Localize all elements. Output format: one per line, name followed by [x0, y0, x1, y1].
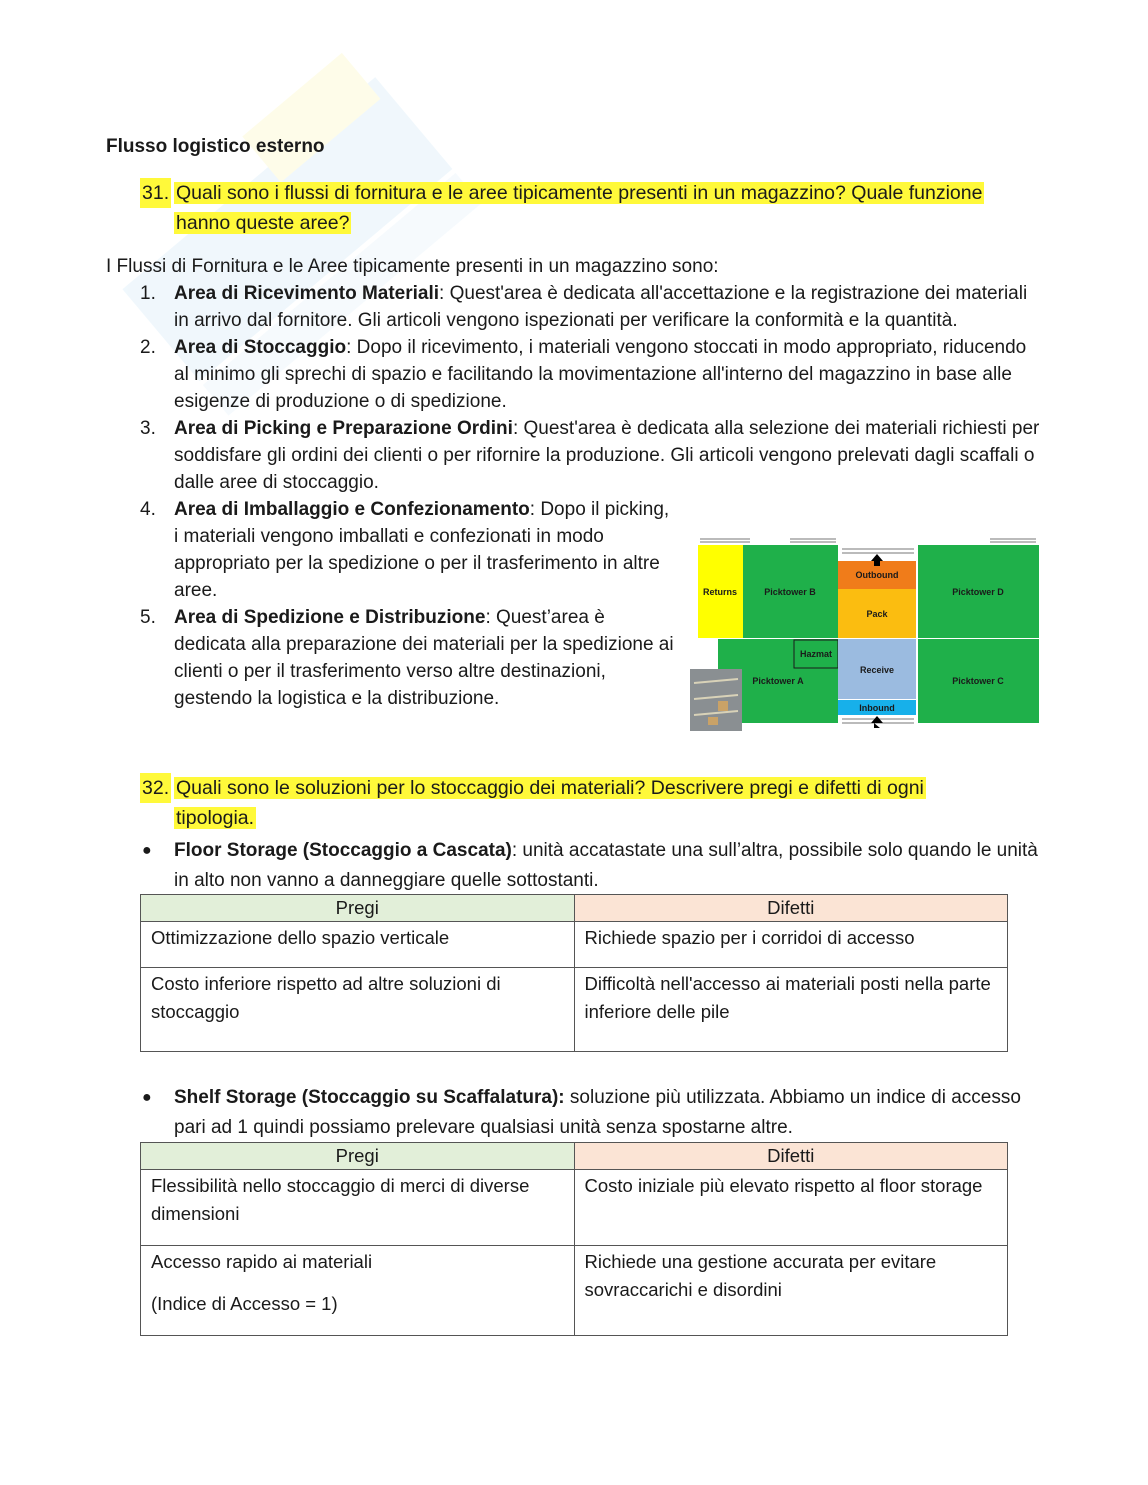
- returns-label: Returns: [702, 587, 738, 597]
- list-item: 4. Area di Imballaggio e Confezionamento: Dopo il picking, i materiali vengono imballati e confezionati in modo appropriato per la spedizione o per il trasferimento in altre aree.: [140, 499, 670, 601]
- area-title: Area di Picking e Preparazione Ordini: [174, 418, 513, 439]
- list-item: 2. Area di Stoccaggio: Dopo il ricevimento, i materiali vengono stoccati in modo appropriato, riducendo al minimo gli sprechi di spazio e facilitando la movimentazione all'interno del magazzino in base alle esigenze di produzione o di spedizione.: [140, 337, 1027, 412]
- table-row: [141, 922, 1008, 968]
- column-header-pregi: Pregi: [141, 895, 575, 922]
- hazmat-label: Hazmat: [799, 649, 833, 659]
- area-title: Area di Imballaggio e Confezionamento: [174, 499, 530, 520]
- area-description: : Dopo il ricevimento, i materiali vengono stoccati in modo appropriato, riducendo al minimo gli sprechi di spazio e facilitando la movimentazione all'interno del magazzino in base alle esigenze di produzione o di spedizione.: [174, 337, 1027, 412]
- table-cell: Richiede spazio per i corridoi di accesso: [574, 922, 1008, 968]
- area-description: : Quest’area è dedicata alla preparazione dei materiali per la spedizione ai clienti o per il trasferimento verso altre destinazioni, gestendo la logistica e la distribuzione.: [174, 607, 674, 709]
- picktower-a-label: Picktower A: [752, 676, 804, 686]
- table-cell: Ottimizzazione dello spazio verticale: [141, 922, 575, 968]
- receive-label: Receive: [859, 665, 895, 675]
- bullet-title: Shelf Storage (Stoccaggio su Scaffalatura):: [174, 1087, 565, 1108]
- table-row: [141, 968, 1008, 1052]
- table-cell: Difficoltà nell'accesso ai materiali posti nella parte inferiore delle pile: [574, 968, 1008, 1052]
- picktower-b-label: Picktower B: [764, 587, 816, 597]
- outbound-label: Outbound: [855, 570, 899, 580]
- pack-label: Pack: [866, 609, 888, 619]
- bullet-icon: ●: [142, 842, 152, 859]
- question-32: [140, 773, 1040, 833]
- area-description: : Quest'area è dedicata alla selezione dei materiali richiesti per soddisfare gli ordini dei clienti o per rifornire la produzione. Gli articoli vengono prelevati dagli scaffali o dalle aree di stoccaggio.: [174, 418, 1040, 493]
- cell-line: Accesso rapido ai materiali: [151, 1251, 373, 1272]
- shelf-storage-bullet: [140, 1083, 1040, 1143]
- intro-text: I Flussi di Fornitura e le Aree tipicamente presenti in un magazzino sono:: [106, 256, 719, 277]
- question-number: 31.: [140, 178, 171, 208]
- question-line-2: hanno queste aree?: [176, 212, 350, 234]
- floor-storage-table: [140, 894, 1008, 1052]
- question-line-1: Quali sono i flussi di fornitura e le aree tipicamente presenti in un magazzino? Quale funzione: [176, 182, 983, 204]
- cell-line: (Indice di Accesso = 1): [151, 1293, 338, 1314]
- question-line-1: Quali sono le soluzioni per lo stoccaggio dei materiali? Descrivere pregi e difetti di ogni: [176, 777, 924, 799]
- area-title: Area di Stoccaggio: [174, 337, 347, 358]
- area-title: Area di Spedizione e Distribuzione: [174, 607, 486, 628]
- bullet-text: soluzione più utilizzata. Abbiamo un indice di accesso pari ad 1 quindi possiamo prelevare qualsiasi unità senza spostarne altre.: [174, 1087, 1021, 1138]
- list-item: 3. Area di Picking e Preparazione Ordini: Quest'area è dedicata alla selezione dei materiali richiesti per soddisfare gli ordini dei clienti o per rifornire la produzione. Gli articoli vengono prelevati dagli scaffali o dalle aree di stoccaggio.: [140, 418, 1040, 493]
- bullet-icon: ●: [142, 1089, 152, 1106]
- column-header-difetti: Difetti: [574, 1143, 1008, 1170]
- area-description: : Dopo il picking, i materiali vengono imballati e confezionati in modo appropriato per la spedizione o per il trasferimento in altre aree.: [174, 499, 670, 601]
- column-header-pregi: Pregi: [141, 1143, 575, 1170]
- table-cell: [141, 1246, 575, 1336]
- section-heading: Flusso logistico esterno: [106, 136, 325, 157]
- floor-storage-bullet: [140, 836, 1040, 896]
- table-cell: Richiede una gestione accurata per evitare sovraccarichi e disordini: [574, 1246, 1008, 1336]
- table-cell: Costo inferiore rispetto ad altre soluzioni di stoccaggio: [141, 968, 575, 1052]
- table-row: [141, 1246, 1008, 1336]
- arrow-up-icon: [871, 716, 883, 728]
- column-header-difetti: Difetti: [574, 895, 1008, 922]
- area-description: : Quest'area è dedicata all'accettazione e la registrazione dei materiali in arrivo dal fornitore. Gli articoli vengono ispezionati per verificare la conformità e la quantità.: [174, 283, 1028, 331]
- bullet-title: Floor Storage (Stoccaggio a Cascata): [174, 840, 512, 861]
- question-number: 32.: [140, 773, 171, 803]
- inbound-label: Inbound: [859, 703, 895, 713]
- question-line-2: tipologia.: [176, 807, 255, 829]
- table-row: [141, 1170, 1008, 1246]
- area-title: Area di Ricevimento Materiali: [174, 283, 440, 304]
- shelf-storage-table: [140, 1142, 1008, 1336]
- list-item: 1. Area di Ricevimento Materiali: Quest'area è dedicata all'accettazione e la registrazione dei materiali in arrivo dal fornitore. Gli articoli vengono ispezionati per verificare la conformità e la quantità.: [140, 283, 1028, 331]
- table-cell: Flessibilità nello stoccaggio di merci di diverse dimensioni: [141, 1170, 575, 1246]
- question-31: [140, 178, 1040, 238]
- picktower-c-label: Picktower C: [952, 676, 1004, 686]
- warehouse-layout-diagram: [690, 533, 1042, 733]
- list-item: 5. Area di Spedizione e Distribuzione: Quest’area è dedicata alla preparazione dei materiali per la spedizione ai clienti o per il trasferimento verso altre destinazioni, gestendo la logistica e la distribuzione.: [140, 607, 674, 709]
- picktower-d-label: Picktower D: [952, 587, 1004, 597]
- bullet-text: : unità accatastate una sull’altra, possibile solo quando le unità in alto non vanno a danneggiare quelle sottostanti.: [174, 840, 1038, 891]
- table-cell: Costo iniziale più elevato rispetto al floor storage: [574, 1170, 1008, 1246]
